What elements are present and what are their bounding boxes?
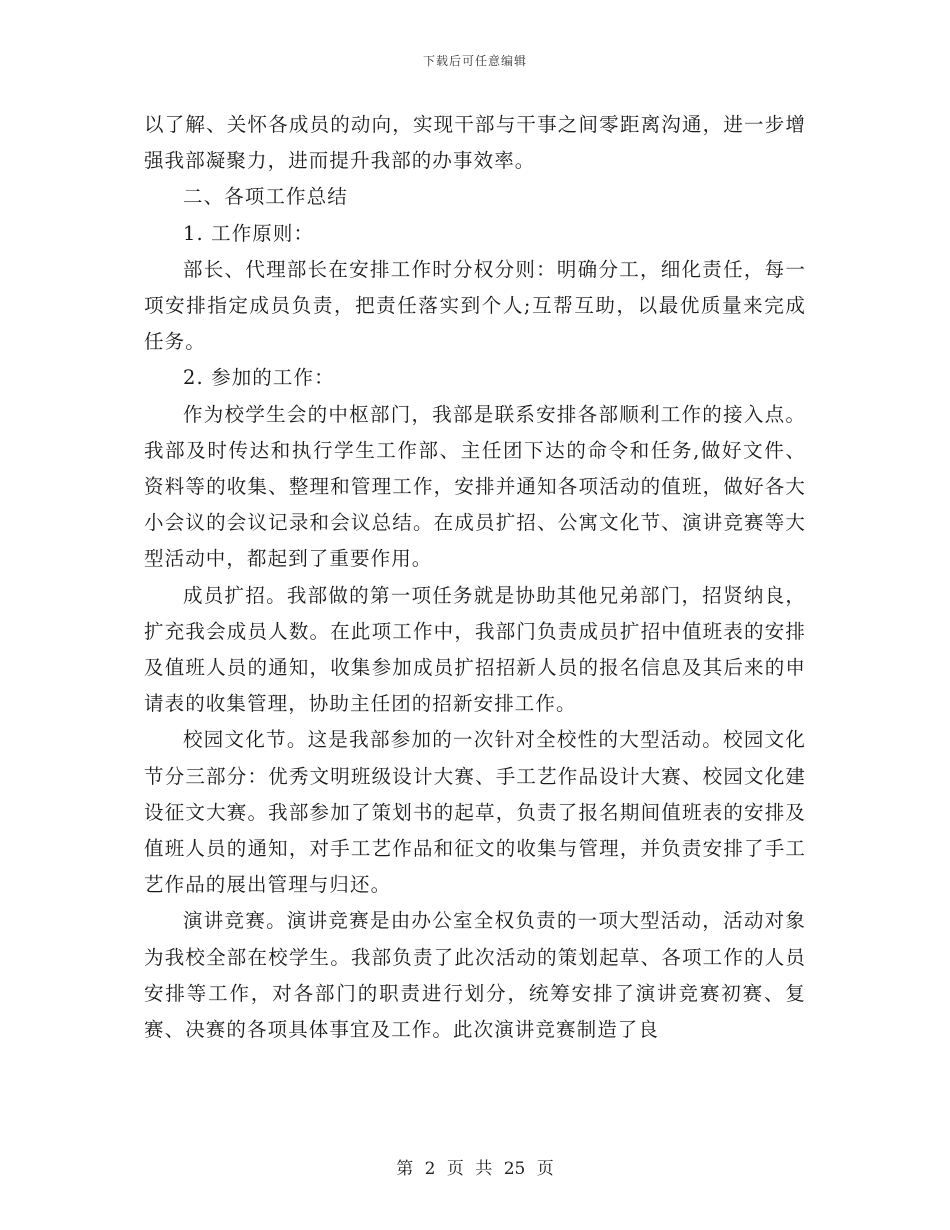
paragraph: 作为校学生会的中枢部门，我部是联系安排各部顺利工作的接入点。我部及时传达和执行学生工作部、主任团下达的命令和任务,做好文件、资料等的收集、整理和管理工作，安排并通知各项活动的值班，做好各大小会议的会议记录和会议总结。在成员扩招、公寓文化节、演讲竞赛等大型活动中，都起到了重要作用。 (144, 402, 806, 571)
paragraph: 演讲竞赛。演讲竞赛是由办公室全权负责的一项大型活动，活动对象为我校全部在校学生。我部负责了此次活动的策划起草、各项工作的人员安排等工作，对各部门的职责进行划分，统筹安排了演讲竞赛初赛、复赛、决赛的各项具体事宜及工作。此次演讲竞赛制造了良 (144, 909, 806, 1042)
footer-total-word: 共 (475, 1159, 493, 1179)
paragraph: 以了解、关怀各成员的动向，实现干部与干事之间零距离沟通，进一步增强我部凝聚力，进而提升我部的办事效率。 (144, 113, 806, 173)
current-page-number: 2 (424, 1159, 436, 1179)
page-footer (0, 1154, 950, 1179)
paragraph: 部长、代理部长在安排工作时分权分则：明确分工，细化责任，每一项安排指定成员负责，把责任落实到个人;互帮互助，以最优质量来完成任务。 (144, 257, 806, 354)
page-header-note: 下载后可任意编辑 (422, 54, 527, 68)
paragraph: 校园文化节。这是我部参加的一次针对全校性的大型活动。校园文化节分三部分：优秀文明班级设计大赛、手工艺作品设计大赛、校园文化建设征文大赛。我部参加了策划书的起草，负责了报名期间值班表的安排及值班人员的通知，对手工艺作品和征文的收集与管理，并负责安排了手工艺作品的展出管理与归还。 (144, 728, 806, 897)
subsection-heading: 2. 参加的工作： (183, 366, 335, 390)
footer-page-word: 页 (446, 1159, 464, 1179)
total-page-count: 25 (503, 1159, 526, 1179)
subsection-heading: 1. 工作原则： (183, 221, 315, 245)
footer-prefix: 第 (396, 1159, 414, 1179)
section-heading: 二、各项工作总结 (183, 185, 348, 209)
document-body (144, 107, 806, 1048)
paragraph: 成员扩招。我部做的第一项任务就是协助其他兄弟部门，招贤纳良，扩充我会成员人数。在此项工作中，我部门负责成员扩招中值班表的安排及值班人员的通知，收集参加成员扩招招新人员的报名信息及其后来的申请表的收集管理，协助主任团的招新安排工作。 (144, 583, 806, 716)
footer-suffix: 页 (536, 1159, 554, 1179)
